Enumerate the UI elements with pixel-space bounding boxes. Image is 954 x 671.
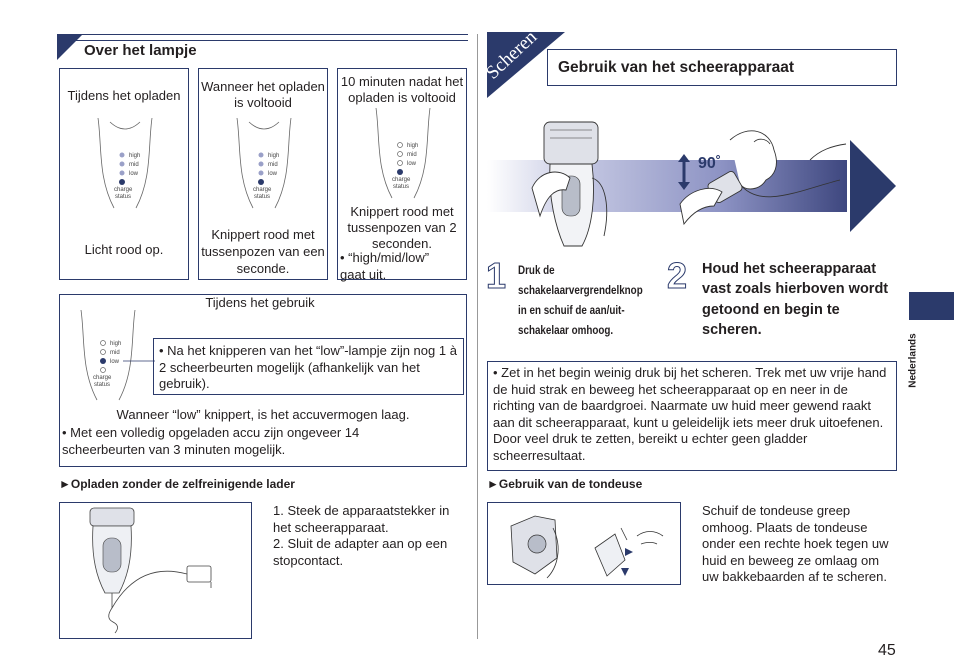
lamp-box-after-10min-bullet: • “high/mid/low” gaat uit. bbox=[340, 250, 430, 282]
shaver-lamp-illustration-3 bbox=[368, 108, 438, 198]
svg-text:low: low bbox=[268, 171, 278, 177]
low-battery-note: Wanneer “low” knippert, is het accuvermogen laag. bbox=[116, 407, 410, 422]
svg-text:low: low bbox=[129, 171, 139, 177]
svg-text:mid: mid bbox=[110, 350, 120, 356]
step-1-text: Druk de schakelaarvergrendelknop in en schuif de aan/uit-schakelaar omhoog. bbox=[518, 263, 643, 337]
svg-text:status: status bbox=[393, 184, 410, 190]
low-lamp-callout-text: • Na het knipperen van het “low”-lampje zijn nog 1 à 2 scheerbeurten mogelijk (afhankelijk van het gebruik). bbox=[159, 343, 457, 391]
page-number: 45 bbox=[878, 642, 896, 659]
charging-step-1: 1. Steek de apparaatstekker in het scheerapparaat. bbox=[273, 503, 450, 535]
charging-without-cleaner-header: ►Opladen zonder de zelfreinigende lader bbox=[59, 477, 295, 491]
svg-text:mid: mid bbox=[407, 152, 417, 158]
shaving-tip-text: • Zet in het begin weinig druk bij het scheren. Trek met uw vrije hand de huid strak en beweeg het scheerapparaat op en neer in de richting van de baardgroei. Naarmate uw huid meer gewend raakt aan dit scheerapparaat, kunt u geleidelijk iets meer druk uitoefenen. Door veel druk te zetten, bereikt u echter geen gladder scheerresultaat. bbox=[493, 365, 887, 463]
shaver-charging-illustration bbox=[75, 508, 245, 633]
svg-text:status: status bbox=[115, 194, 132, 200]
svg-text:status: status bbox=[254, 194, 271, 200]
lamp-box-after-10min-caption: 10 minuten nadat het opladen is voltooid bbox=[340, 74, 464, 105]
lamp-box-charging-desc: Licht rood op. bbox=[84, 242, 164, 257]
trimmer-illustration bbox=[495, 508, 675, 580]
svg-text:status: status bbox=[94, 382, 111, 388]
svg-text:charge: charge bbox=[253, 187, 272, 193]
svg-text:charge: charge bbox=[392, 177, 411, 183]
face-shaving-illustration bbox=[670, 120, 850, 240]
shaver-hand-illustration bbox=[530, 118, 630, 253]
charging-step-2: 2. Sluit de adapter aan op een stopcontact. bbox=[273, 536, 448, 568]
svg-text:high: high bbox=[129, 153, 141, 159]
svg-text:charge: charge bbox=[114, 187, 133, 193]
svg-text:mid: mid bbox=[268, 162, 278, 168]
step-2-text: Houd het scheerapparaat vast zoals hierboven wordt getoond en begin te scheren. bbox=[702, 261, 889, 338]
next-arrow bbox=[850, 140, 900, 232]
svg-text:low: low bbox=[407, 161, 417, 167]
full-charge-note: • Met een volledig opgeladen accu zijn ongeveer 14 scheerbeurten van 3 minuten mogelijk. bbox=[62, 425, 360, 457]
left-header-rule-2 bbox=[57, 40, 468, 41]
shaver-lamp-illustration-1 bbox=[90, 118, 160, 208]
svg-text:charge: charge bbox=[93, 375, 112, 381]
shaver-lamp-illustration-4 bbox=[73, 310, 143, 400]
lamp-box-charged-caption: Wanneer het opladen is voltooid bbox=[201, 79, 325, 110]
svg-text:high: high bbox=[407, 143, 419, 149]
left-header-triangle bbox=[57, 34, 87, 64]
svg-text:mid: mid bbox=[129, 162, 139, 168]
trimmer-header: ►Gebruik van de tondeuse bbox=[487, 477, 643, 491]
language-tab bbox=[909, 292, 954, 320]
svg-text:Scheren: Scheren bbox=[482, 26, 542, 84]
step-1-number: 1 bbox=[486, 255, 507, 296]
lamp-box-charged-desc: Knippert rood met tussenpozen van een seconde. bbox=[201, 227, 325, 276]
lamp-box-charging-caption: Tijdens het opladen bbox=[67, 88, 181, 103]
svg-text:low: low bbox=[110, 359, 120, 365]
language-label: Nederlands bbox=[907, 333, 919, 388]
lamp-box-after-10min-desc: Knippert rood met tussenpozen van 2 seconden. bbox=[347, 204, 457, 251]
shaving-title: Gebruik van het scheerapparaat bbox=[558, 59, 795, 76]
trimmer-text: Schuif de tondeuse greep omhoog. Plaats de tondeuse onder een rechte hoek tegen uw huid en beweeg ze omlaag om uw bakkebaarden af te scheren. bbox=[702, 503, 889, 584]
svg-text:high: high bbox=[110, 341, 122, 347]
shaver-lamp-illustration-2 bbox=[229, 118, 299, 208]
lamp-box-in-use-caption: Tijdens het gebruik bbox=[205, 295, 315, 310]
step-2-number: 2 bbox=[667, 255, 688, 296]
angle-label: 90˚ bbox=[698, 155, 722, 172]
column-divider bbox=[477, 34, 478, 639]
lamp-section-title: Over het lampje bbox=[84, 42, 197, 59]
svg-text:high: high bbox=[268, 153, 280, 159]
left-header-rule bbox=[57, 34, 468, 35]
